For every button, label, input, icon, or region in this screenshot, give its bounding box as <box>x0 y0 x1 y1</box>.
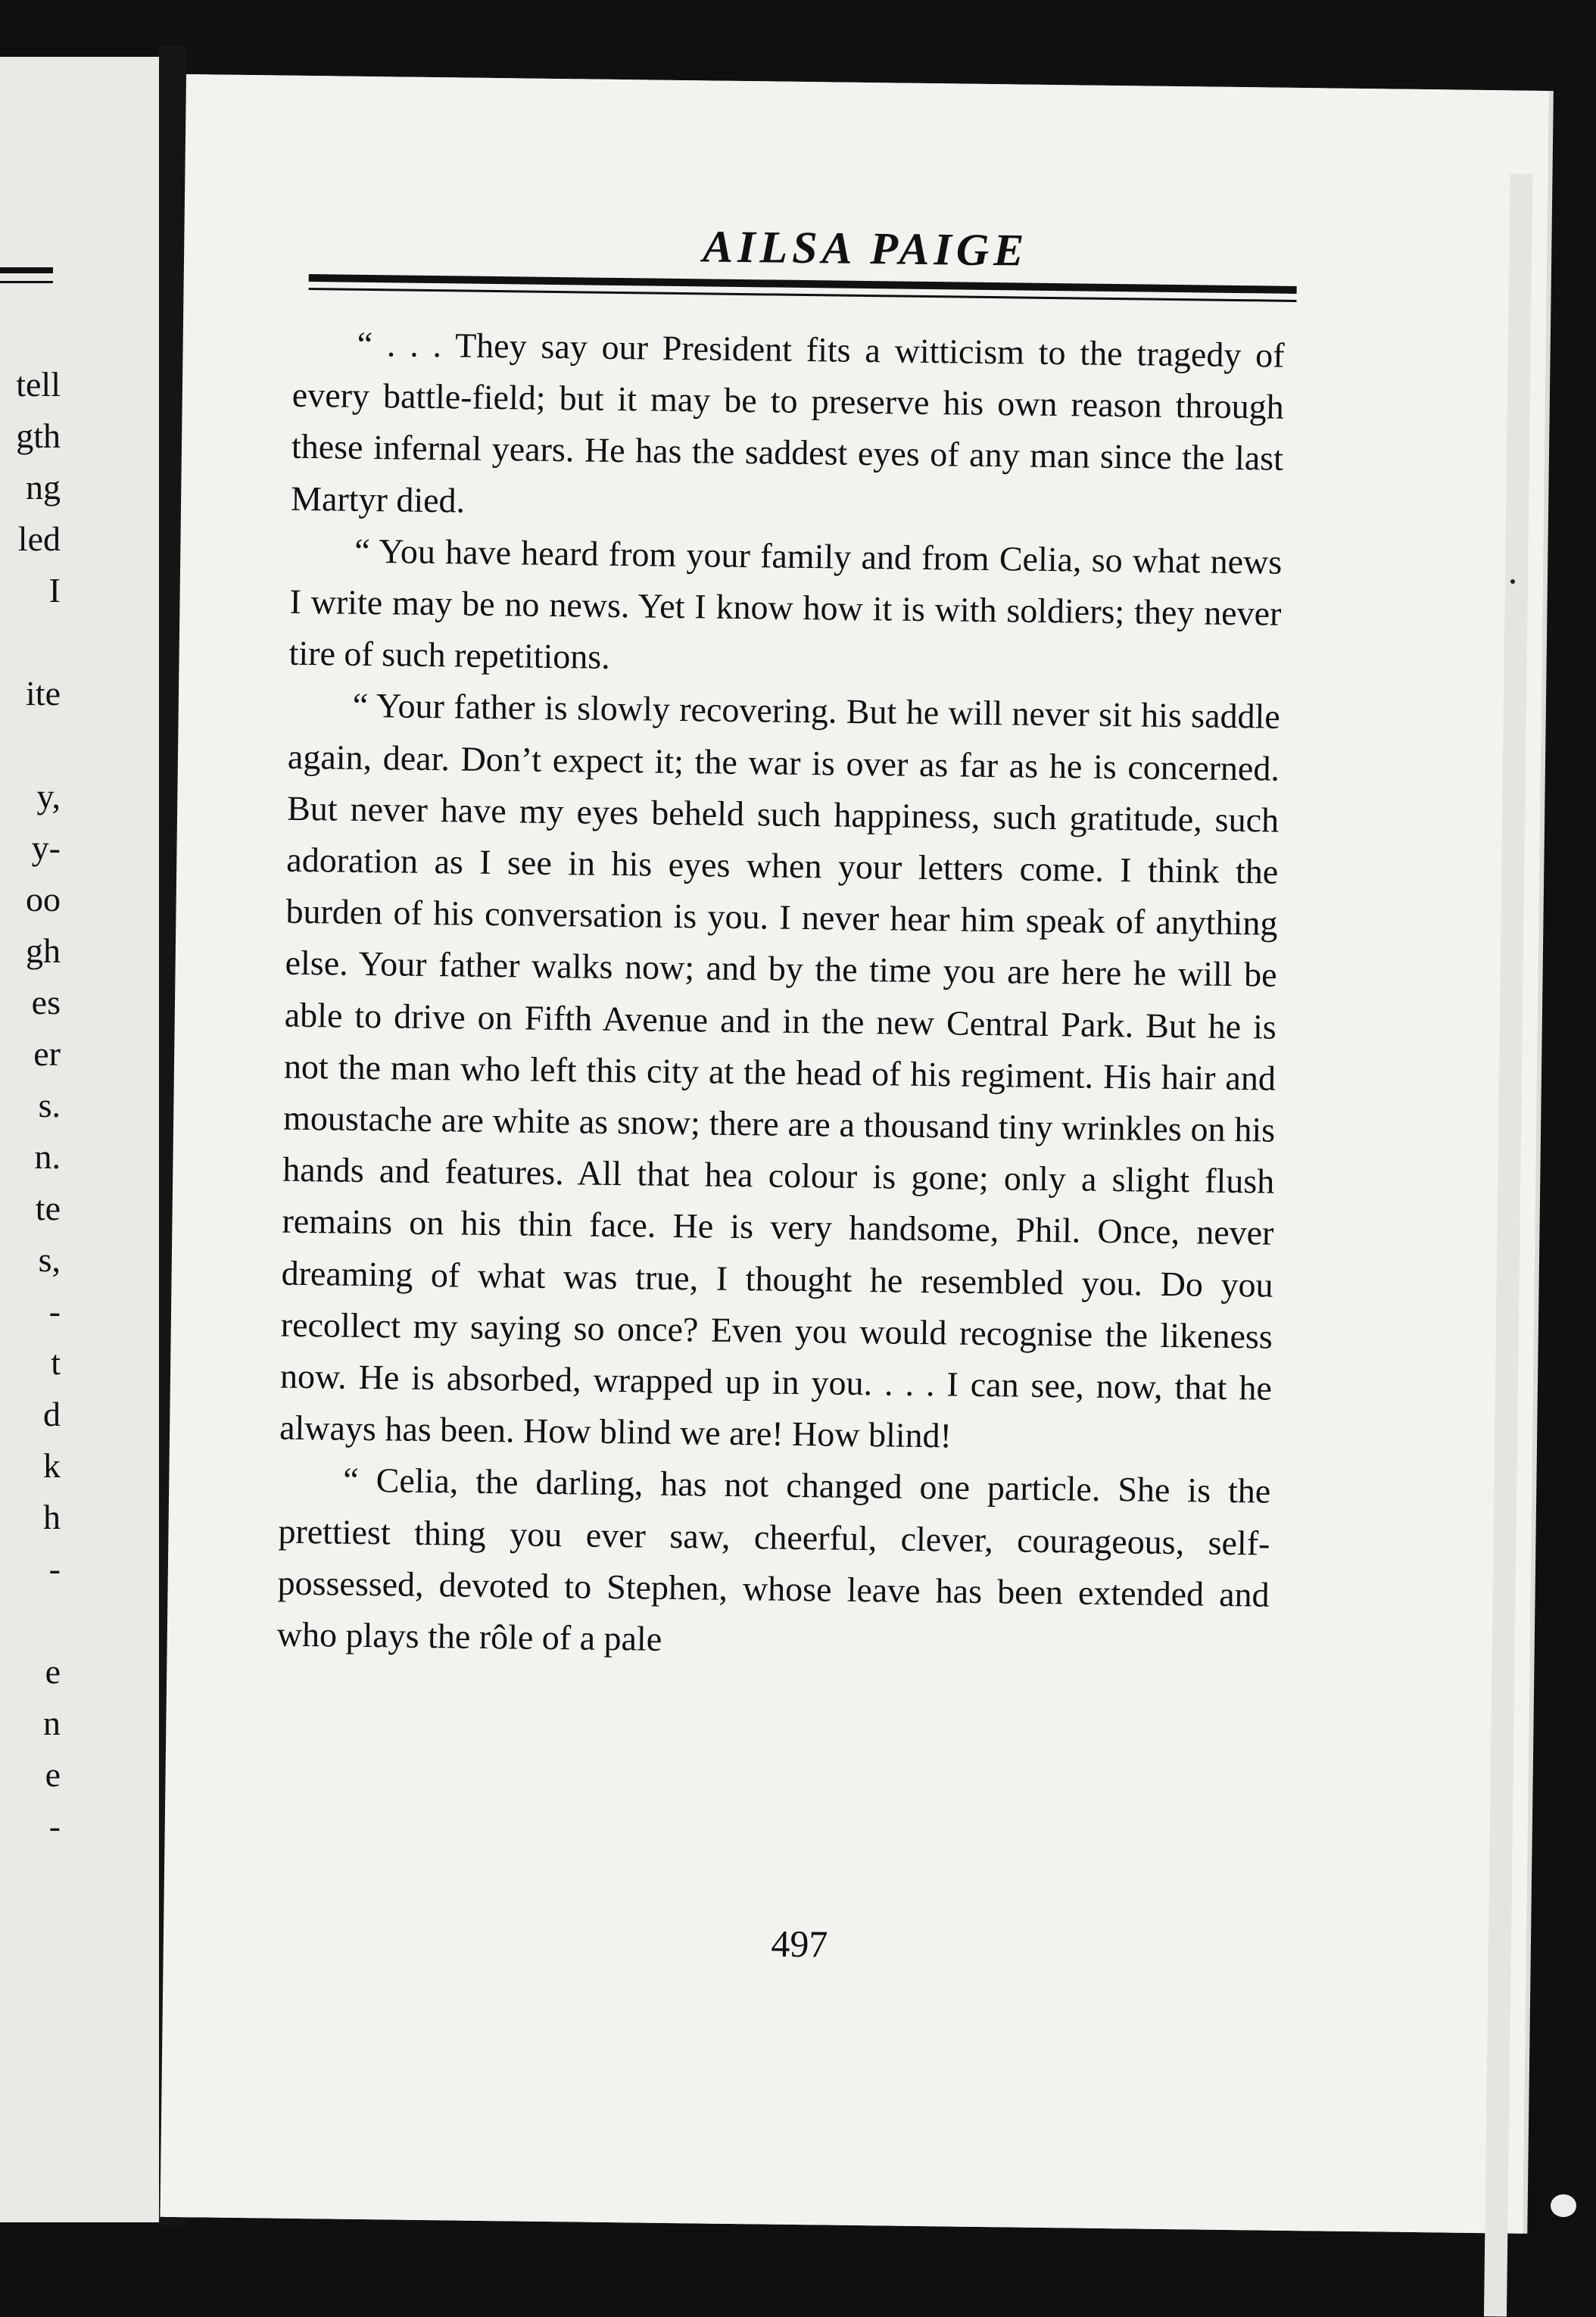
left-fragment: - <box>48 1807 61 1845</box>
left-fragment: s. <box>38 1086 61 1124</box>
left-page-rule <box>0 267 53 273</box>
left-fragment: n <box>43 1704 61 1742</box>
left-fragment: e <box>45 1652 61 1691</box>
left-fragment: led <box>17 519 61 558</box>
left-fragment: k <box>43 1446 61 1485</box>
left-fragment: - <box>48 1549 61 1588</box>
left-fragment: - <box>48 1292 61 1330</box>
page-number: 497 <box>771 1922 828 1966</box>
left-fragment: ng <box>26 468 61 507</box>
left-fragment: tell <box>16 365 61 404</box>
left-fragment: h <box>43 1498 61 1536</box>
left-fragment: gh <box>26 931 61 970</box>
left-fragment: er <box>33 1034 61 1073</box>
page-corner-mark <box>1551 2194 1576 2217</box>
paragraph: “ Celia, the darling, has not changed one particle. She is the prettiest thing you ever saw, cheerful, clever, courageous, self-possessed, devoted to Stephen, whose leave has been extended and who plays the rôle of a pale <box>276 1461 1271 1658</box>
paragraph: “ . . . They say our President fits a witticism to the tragedy of every battle-field; but it may be to preserve his own reason through these infernal years. He has the saddest eyes of any man since the last Martyr died. <box>290 324 1285 520</box>
left-fragment: y, <box>36 777 61 815</box>
paragraph: “ You have heard from your family and from Celia, so what news I write may be no news. Yet I know how it is with soldiers; they never tire of such repetitions. <box>288 531 1283 677</box>
left-fragment: I <box>48 571 61 610</box>
left-fragment: ite <box>26 674 61 713</box>
left-fragment: oo <box>26 880 61 918</box>
left-facing-page <box>0 57 159 2222</box>
left-fragment: d <box>43 1395 61 1433</box>
running-head: AILSA PAIGE <box>702 221 1029 276</box>
left-fragment: e <box>45 1755 61 1794</box>
paragraph: “ Your father is slowly recovering. But he will never sit his saddle again, dear. Don’t expect it; the war is over as far as he is concerned. But never have my eyes beheld such happiness, such gratitude, such adoration as I see in his eyes when your letters come. I think the burden of his conversation is you. I never hear him speak of anything else. Your father walks now; and by the time you are here he will be able to drive on Fifth Avenue and in the new Central Park. But he is not the man who left this city at the head of his regiment. His hair and moustache are white as snow; there are a thousand tiny wrinkles on his hands and features. All that hea colour is gone; only a slight flush remains on his thin face. He is very handsome, Phil. Once, never dreaming of what was true, I thought he resembled you. Do you recollect my saying so once? Even you would recognise the likeness now. He is absorbed, wrapped up in you. . . . I can see, now, that he always has been. How blind we are! How blind! <box>279 686 1281 1455</box>
page-edge <box>1484 173 1533 2316</box>
left-fragment: y- <box>31 828 61 867</box>
body-text <box>276 318 1285 1673</box>
left-fragment: s, <box>38 1240 61 1279</box>
dust-speck <box>1510 579 1515 584</box>
left-fragment: t <box>51 1343 61 1382</box>
left-fragment: te <box>35 1189 61 1227</box>
left-fragment: es <box>31 983 61 1021</box>
left-fragment: n. <box>34 1137 61 1176</box>
left-fragment: gth <box>16 416 61 455</box>
left-page-rule-thin <box>0 281 53 283</box>
book-page <box>160 74 1548 2234</box>
